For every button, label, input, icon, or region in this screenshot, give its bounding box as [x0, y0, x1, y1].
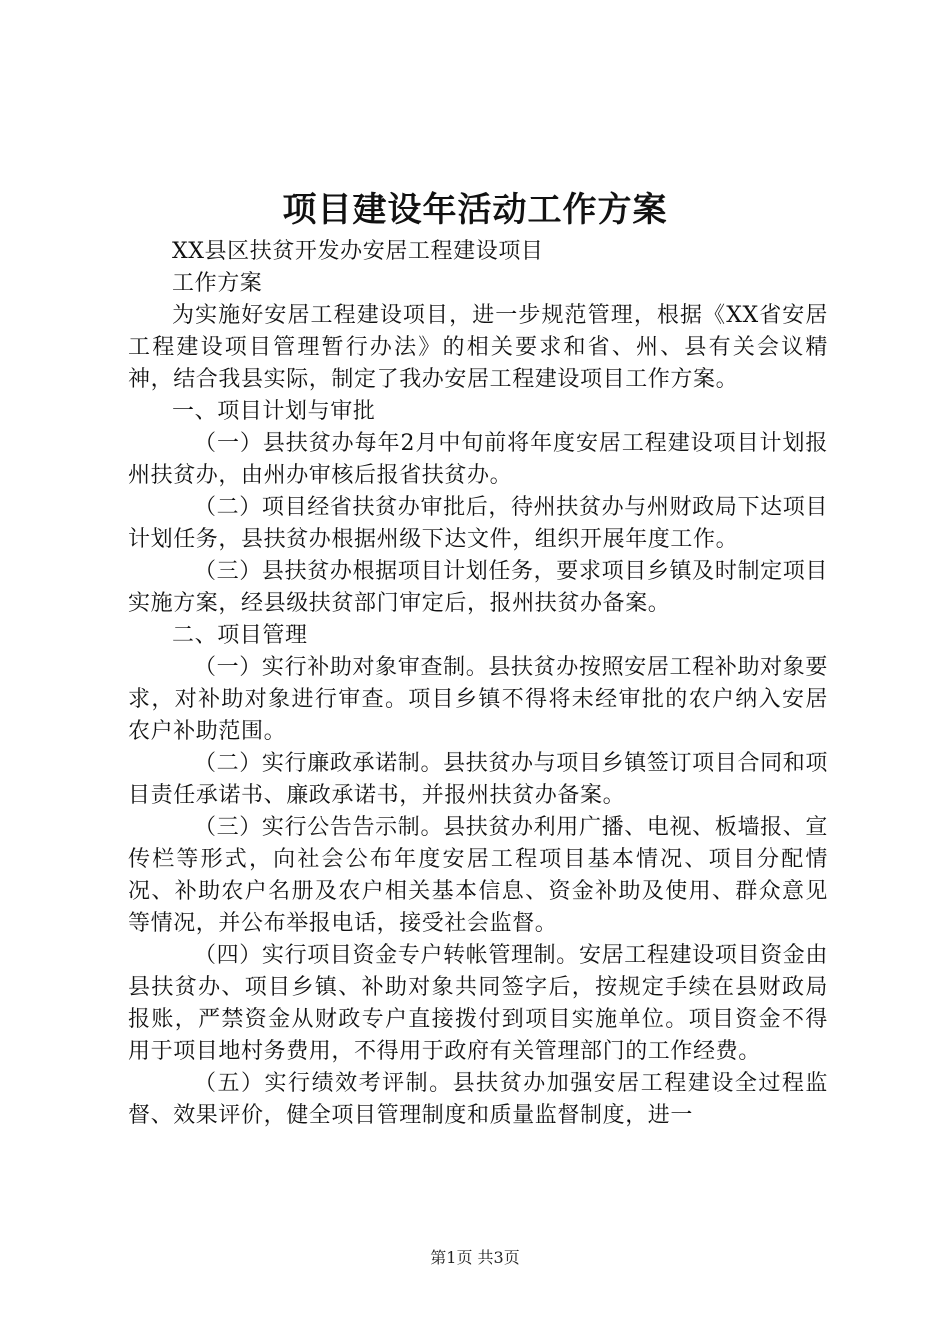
page-number-footer: 第1页 共3页 — [430, 1248, 520, 1267]
paragraph-1-2: （二）项目经省扶贫办审批后，待州扶贫办与州财政局下达项目计划任务，县扶贫办根据州级下达文件，组织开展年度工作。 — [128, 495, 828, 552]
document-title: 项目建设年活动工作方案 — [282, 190, 668, 230]
paragraph-1-3: （三）县扶贫办根据项目计划任务，要求项目乡镇及时制定项目实施方案，经县级扶贫部门审定后，报州扶贫办备案。 — [128, 559, 828, 616]
paragraph-intro: 为实施好安居工程建设项目，进一步规范管理，根据《XX省安居工程建设项目管理暂行办法》的相关要求和省、州、县有关会议精神，结合我县实际，制定了我办安居工程建设项目工作方案。 — [128, 303, 828, 392]
paragraph-2-3: （三）实行公告告示制。县扶贫办利用广播、电视、板墙报、宣传栏等形式，向社会公布年度安居工程项目基本情况、项目分配情况、补助农户名册及农户相关基本信息、资金补助及使用、群众意见等情况，并公布举报电话，接受社会监督。 — [128, 815, 828, 936]
paragraph-2-5: （五）实行绩效考评制。县扶贫办加强安居工程建设全过程监督、效果评价，健全项目管理制度和质量监督制度，进一 — [128, 1071, 828, 1128]
paragraph-org-line: XX县区扶贫开发办安居工程建设项目 — [172, 239, 544, 264]
paragraph-2-1: （一）实行补助对象审查制。县扶贫办按照安居工程补助对象要求，对补助对象进行审查。项目乡镇不得将未经审批的农户纳入安居农户补助范围。 — [128, 655, 828, 744]
paragraph-1-1: （一）县扶贫办每年2月中旬前将年度安居工程建设项目计划报州扶贫办，由州办审核后报省扶贫办。 — [128, 431, 828, 488]
document-body — [128, 236, 828, 1132]
paragraph-subtitle: 工作方案 — [172, 271, 263, 296]
section-heading-2: 二、项目管理 — [172, 623, 308, 648]
paragraph-2-4: （四）实行项目资金专户转帐管理制。安居工程建设项目资金由县扶贫办、项目乡镇、补助对象共同签字后，按规定手续在县财政局报账，严禁资金从财政专户直接拨付到项目实施单位。项目资金不得用于项目地村务费用，不得用于政府有关管理部门的工作经费。 — [128, 943, 828, 1064]
section-heading-1: 一、项目计划与审批 — [172, 399, 376, 424]
paragraph-2-2: （二）实行廉政承诺制。县扶贫办与项目乡镇签订项目合同和项目责任承诺书、廉政承诺书，并报州扶贫办备案。 — [128, 751, 828, 808]
